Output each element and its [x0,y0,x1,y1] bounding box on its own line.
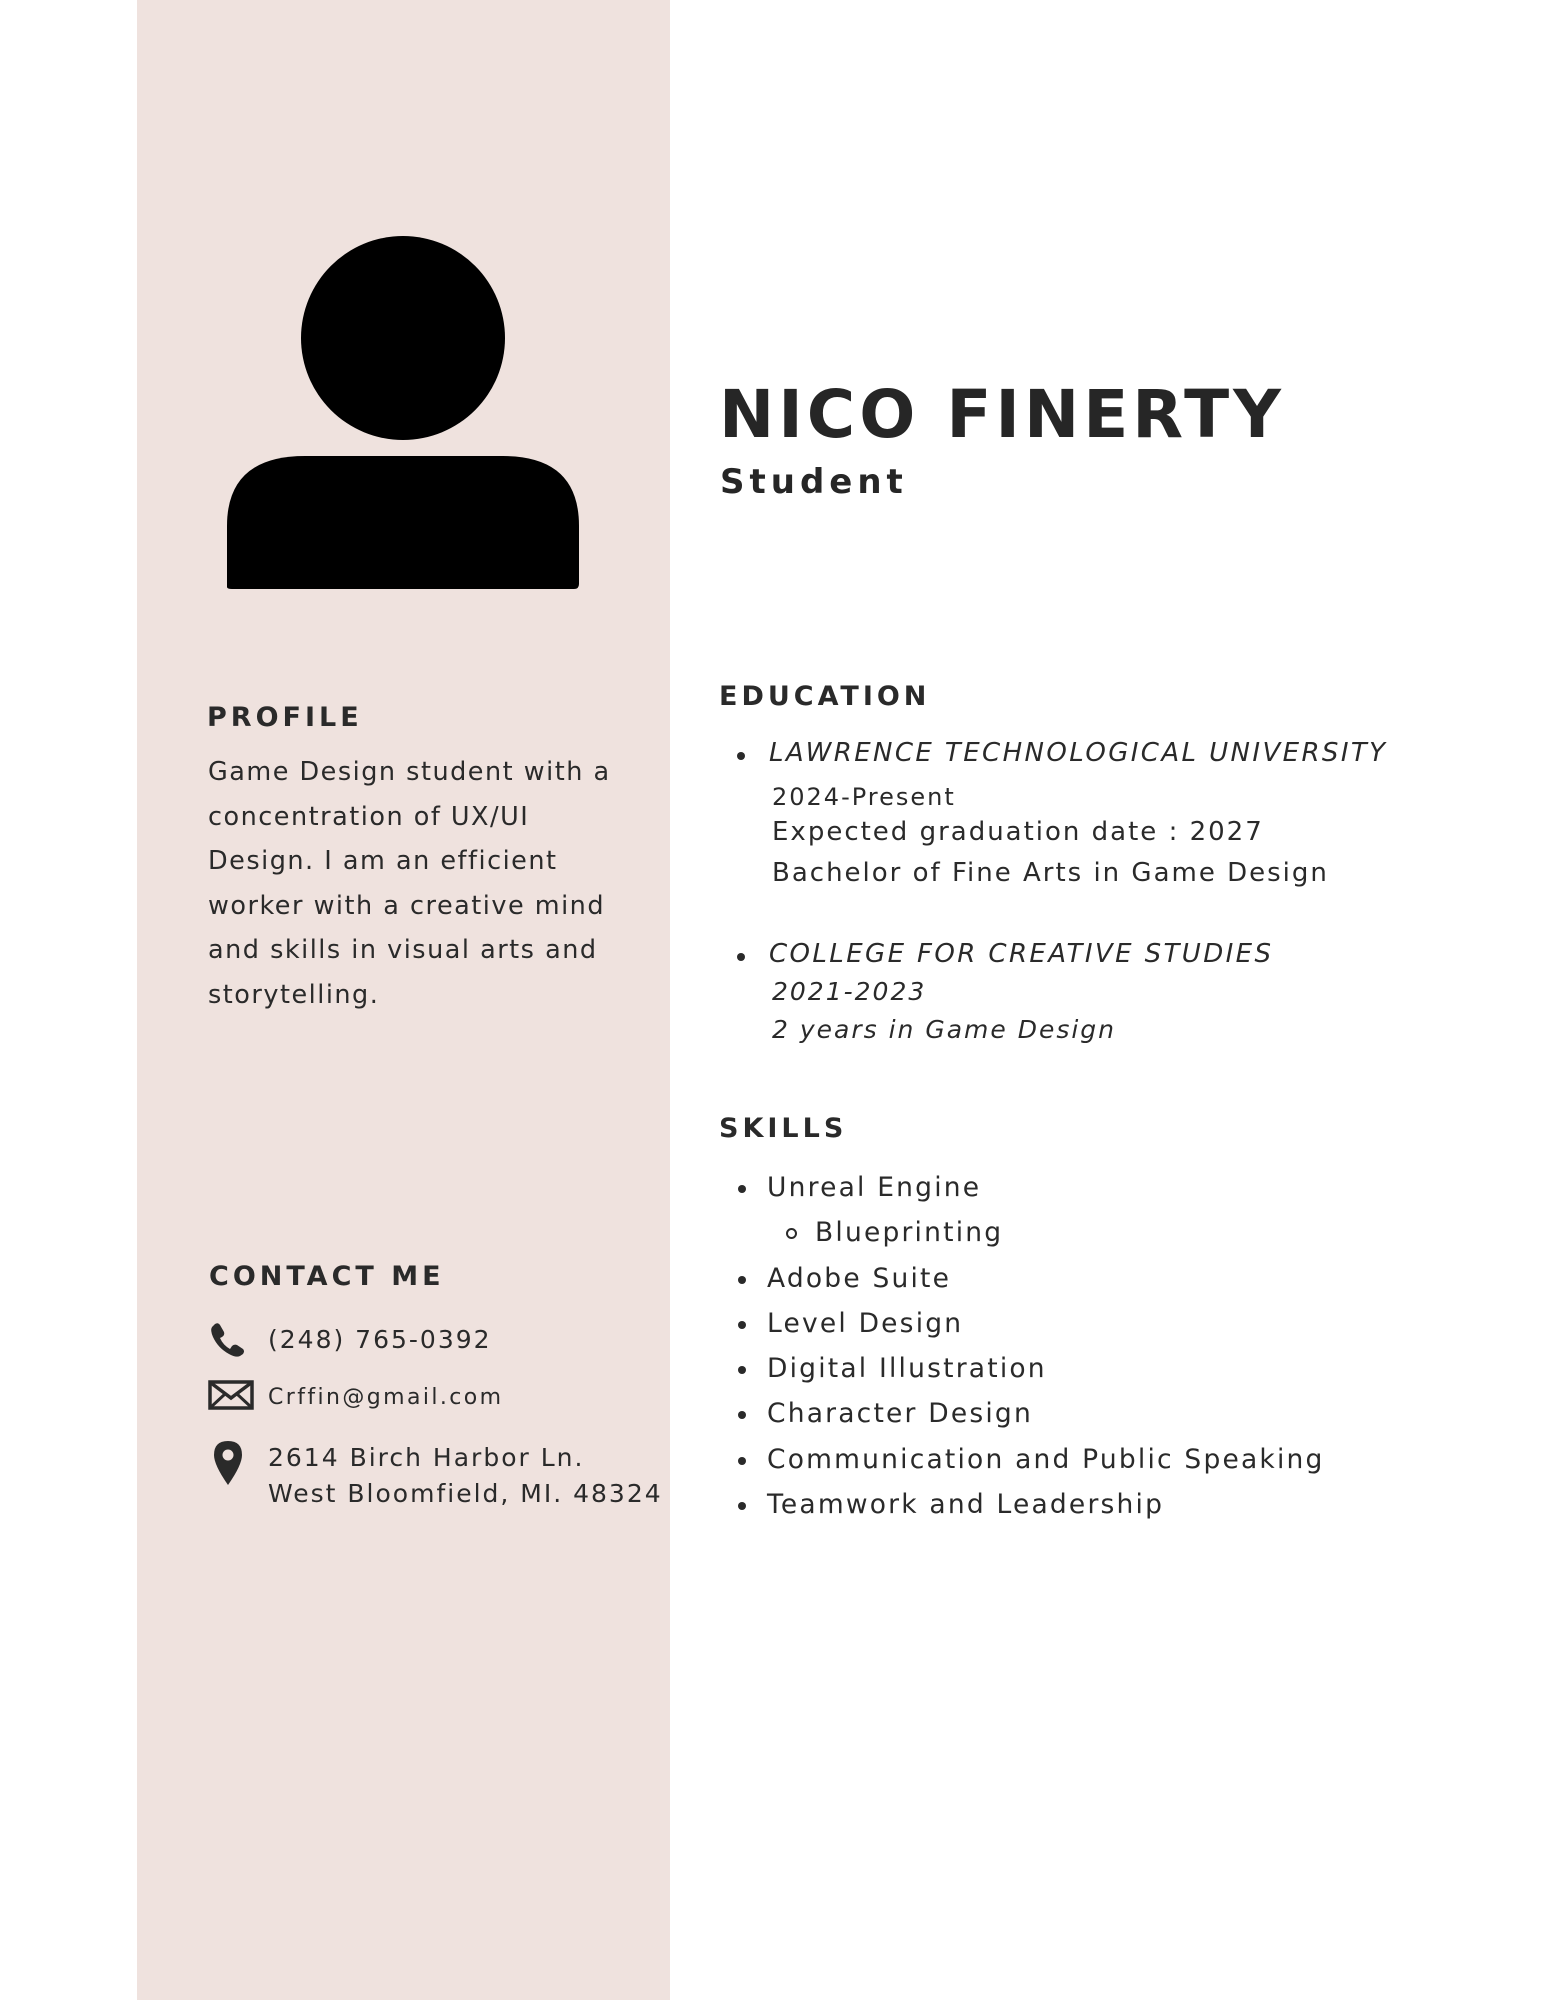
school-name: LAWRENCE TECHNOLOGICAL UNIVERSITY [769,738,1388,768]
school-detail: 2 years in Game Design [772,1015,1117,1044]
map-pin-icon [208,1440,268,1486]
address-line-2: West Bloomfield, MI. 48324 [268,1479,663,1508]
skills-list [735,1168,1325,1530]
contact-email [208,1380,503,1416]
envelope-icon [208,1380,268,1410]
profile-heading: PROFILE [207,702,363,733]
school-dates: 2021-2023 [772,977,927,1006]
list-item: Blueprinting [735,1213,1325,1258]
bullet [737,953,745,961]
contact-address [208,1440,663,1512]
person-name: NICO FINERTY [719,376,1285,453]
contact-heading: CONTACT ME [209,1261,445,1292]
education-heading: EDUCATION [719,681,931,712]
school-detail: Bachelor of Fine Arts in Game Design [772,858,1329,888]
bullet [737,752,745,760]
school-dates: 2024-Present [772,783,956,811]
person-title: Student [720,462,908,502]
skills-heading: SKILLS [719,1113,848,1144]
list-item: Communication and Public Speaking [735,1440,1325,1485]
school-name: COLLEGE FOR CREATIVE STUDIES [769,939,1274,969]
list-item: Level Design [735,1304,1325,1349]
avatar-placeholder-icon [227,236,581,590]
list-item: Adobe Suite [735,1259,1325,1304]
school-detail: Expected graduation date : 2027 [772,817,1264,847]
phone-icon [208,1322,268,1358]
email-address[interactable]: Crffin@gmail.com [268,1385,504,1410]
phone-number[interactable]: (248) 765-0392 [268,1325,492,1354]
list-item: Unreal Engine [735,1168,1325,1213]
address-text [268,1440,663,1512]
list-item: Teamwork and Leadership [735,1485,1325,1530]
address-line-1: 2614 Birch Harbor Ln. [268,1443,585,1472]
profile-text: Game Design student with a concentration of UX/UI Design. I am an efficient worker with a creative mind and skills in visual arts and storytelling. [208,757,611,1010]
contact-phone [208,1322,492,1358]
list-item: Digital Illustration [735,1349,1325,1394]
list-item: Character Design [735,1394,1325,1439]
